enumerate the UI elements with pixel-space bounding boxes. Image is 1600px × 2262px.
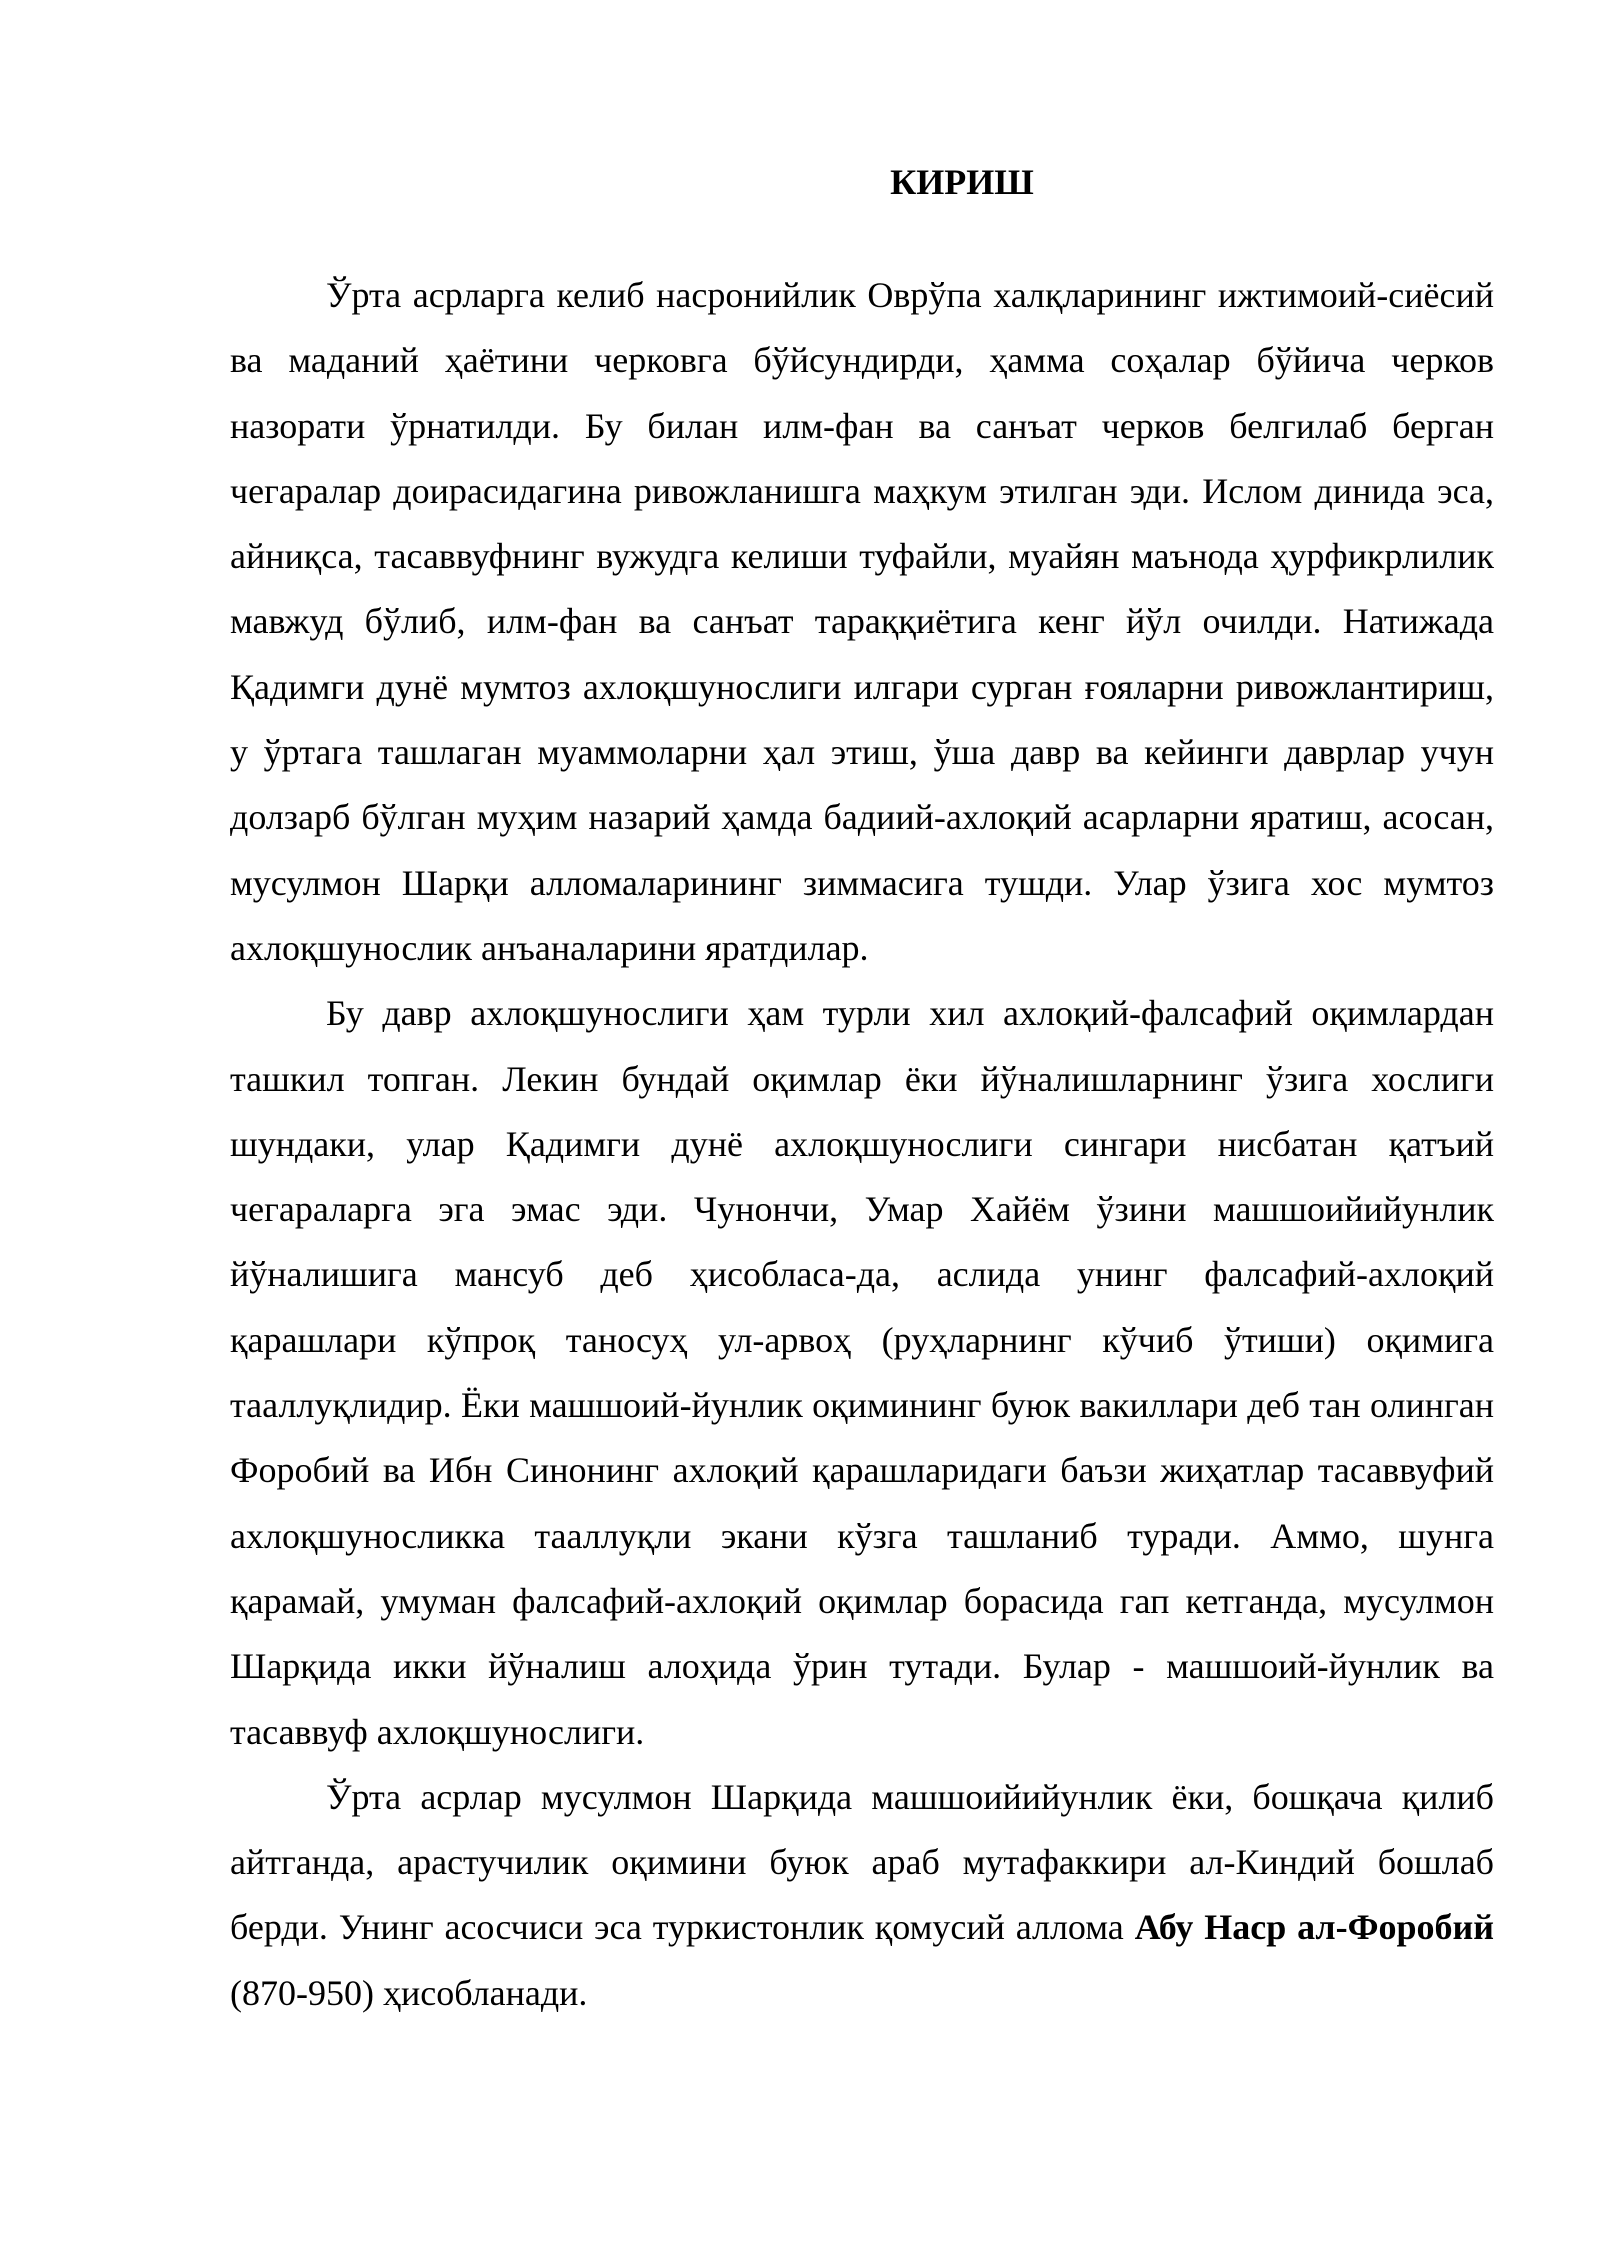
document-page [230, 150, 1494, 2026]
page-title: КИРИШ [890, 162, 1034, 202]
author-name-bold: Абу Наср ал-Форобий [1134, 1907, 1495, 1948]
paragraph-2: Бу давр ахлоқшунослиги ҳам турли хил ахлоқий-фалсафий оқимлардан ташкил топган. Лекин бундай оқимлар ёки йўналишларнинг ўзига хослиги шундаки, улар Қадимги дунё ахлоқшунослиги сингари нисбатан қатъий чегараларга эга эмас эди. Чунончи, Умар Хайём ўзини машшоийийунлик йўналишига мансуб деб ҳисобласа-да, аслида унинг фалсафий-ахлоқий қарашлари кўпроқ таносуҳ ул-арвоҳ (руҳларнинг кўчиб ўтиши) оқимига тааллуқлидир. Ёки машшоий-йунлик оқимининг буюк вакиллари деб тан олинган Форобий ва Ибн Синонинг ахлоқий қарашларидаги баъзи жиҳатлар тасаввуфий ахлоқшуносликка тааллуқли экани кўзга ташланиб туради. Аммо, шунга қарамай, умуман фалсафий-ахлоқий оқимлар борасида гап кетганда, мусулмон Шарқида икки йўналиш алоҳида ўрин тутади. Булар - машшоий-йунлик ва тасаввуф ахлоқшунослиги. [230, 993, 1494, 1752]
paragraph-1: Ўрта асрларга келиб насронийлик Оврўпа халқларининг ижтимоий-сиёсий ва маданий ҳаётини черковга бўйсундирди, ҳамма соҳалар бўйича черков назорати ўрнатилди. Бу билан илм-фан ва санъат черков белгилаб берган чегаралар доирасидагина ривожланишга маҳкум этилган эди. Ислом динида эса, айниқса, тасаввуфнинг вужудга келиши туфайли, муайян маънода ҳурфикрлилик мавжуд бўлиб, илм-фан ва санъат тараққиётига кенг йўл очилди. Натижада Қадимги дунё мумтоз ахлоқшунослиги илгари сурган ғояларни ривожлантириш, у ўртага ташлаган муаммоларни ҳал этиш, ўша давр ва кейинги даврлар учун долзарб бўлган муҳим назарий ҳамда бадиий-ахлоқий асарларни яратиш, асосан, мусулмон Шарқи алломаларининг зиммасига тушди. Улар ўзига хос мумтоз ахлоқшунослик анъаналарини яратдилар. [230, 275, 1494, 968]
paragraph-3-text-after: (870-950) ҳисобланади. [230, 1972, 588, 2013]
paragraph-3 [230, 1765, 1494, 2026]
paragraph-3-text-before: Ўрта асрлар мусулмон Шарқида машшоийийунлик ёки, бошқача қилиб айтганда, арастучилик оқимини буюк араб мутафаккири ал-Киндий бошлаб берди. Унинг асосчиси эса туркистонлик қомусий аллома [230, 1776, 1494, 1948]
